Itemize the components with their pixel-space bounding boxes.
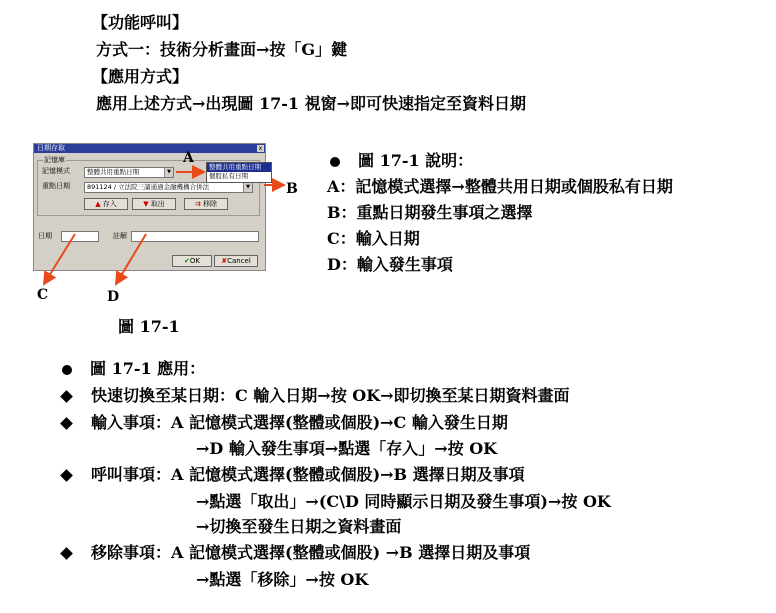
explain-item: B：重點日期發生事項之選擇: [327, 203, 533, 222]
apply-input-label: 輸入事項：: [91, 413, 172, 432]
remove-button-label: 移除: [203, 200, 218, 208]
apply-input-line1: A 記憶模式選擇(整體或個股)→C 輸入發生日期: [171, 413, 508, 432]
apply-quick-text: 快速切換至某日期：C 輸入日期→按 OK→即切換至某日期資料畫面: [91, 386, 570, 405]
diamond-bullet-icon: [60, 469, 73, 482]
get-button-label: 取出: [150, 200, 165, 208]
explain-item: A：記憶模式選擇→整體共用日期或個股私有日期: [327, 177, 673, 196]
apply-input: [60, 413, 508, 433]
callout-b: B: [286, 181, 298, 197]
apply-call-line3: →切換至發生日期之資料畫面: [196, 517, 402, 536]
diamond-bullet-icon: [60, 547, 73, 560]
save-button-label: 存入: [102, 200, 117, 208]
date-label: 重點日期: [42, 182, 70, 190]
group-label: 記憶庫: [44, 156, 65, 164]
app-desc: 應用上述方式→出現圖 17-1 視窗→即可快速指定至資料日期: [96, 94, 526, 113]
date-input-label: 日期: [38, 232, 52, 240]
apply-remove-line2: →點選「移除」→按 OK: [196, 570, 369, 589]
callout-d: D: [107, 289, 120, 305]
explain-title-text: 圖 17-1 說明：: [358, 151, 474, 170]
diamond-bullet-icon: [60, 417, 73, 430]
method-one: 方式一：技術分析畫面→按「G」鍵: [96, 40, 348, 59]
bullet-icon: [330, 157, 340, 167]
chevron-down-icon[interactable]: ▼: [243, 183, 252, 192]
explain-title: [330, 151, 473, 171]
apply-remove-label: 移除事項：: [91, 543, 172, 562]
ok-button[interactable]: ✔OK: [172, 255, 212, 267]
app-title: 【應用方式】: [92, 67, 189, 86]
figure-caption: 圖 17-1: [118, 317, 180, 336]
diamond-bullet-icon: [60, 390, 73, 403]
bullet-icon: [62, 365, 72, 375]
dialog-title: 日期存取: [37, 144, 65, 152]
save-button[interactable]: ▲ 存入: [84, 198, 128, 210]
callout-a: A: [183, 150, 194, 166]
apply-call-line2: →點選「取出」→(C\D 同時顯示日期及發生事項)→按 OK: [196, 492, 611, 511]
mode-label: 記憶模式: [42, 167, 70, 175]
note-input-label: 註解: [113, 232, 127, 240]
cancel-button[interactable]: ✘Cancel: [214, 255, 258, 267]
apply-call: [60, 465, 525, 485]
remove-button[interactable]: ⇉ 移除: [184, 198, 228, 210]
popup-option-private[interactable]: 個股私有日期: [209, 172, 248, 180]
explain-item: D：輸入發生事項: [327, 255, 453, 274]
explain-item: C：輸入日期: [327, 229, 420, 248]
chevron-down-icon[interactable]: ▼: [164, 168, 173, 177]
apply-call-label: 呼叫事項：: [91, 465, 172, 484]
apply-title-text: 圖 17-1 應用：: [90, 359, 206, 378]
apply-quick: [60, 386, 570, 406]
get-button[interactable]: ▼ 取出: [132, 198, 176, 210]
func-title: 【功能呼叫】: [92, 13, 189, 32]
arrow-c: [44, 234, 75, 284]
popup-option-shared[interactable]: 整體共用重點日期: [207, 163, 271, 172]
apply-call-line1: A 記憶模式選擇(整體或個股)→B 選擇日期及事項: [171, 465, 525, 484]
apply-remove: [60, 543, 530, 563]
arrow-d: [116, 234, 146, 284]
apply-input-line2: →D 輸入發生事項→點選「存入」→按 OK: [196, 439, 498, 458]
ok-button-label: OK: [189, 257, 200, 265]
cancel-button-label: Cancel: [227, 257, 251, 265]
close-icon[interactable]: x: [258, 145, 263, 152]
apply-title: [62, 359, 205, 379]
date-select-value: 891124 / 立法院三讀通過金融機構合併法: [87, 183, 210, 191]
apply-remove-line1: A 記憶模式選擇(整體或個股) →B 選擇日期及事項: [171, 543, 531, 562]
callout-c: C: [37, 287, 49, 303]
mode-select-value: 整體共用重點日期: [87, 168, 139, 176]
